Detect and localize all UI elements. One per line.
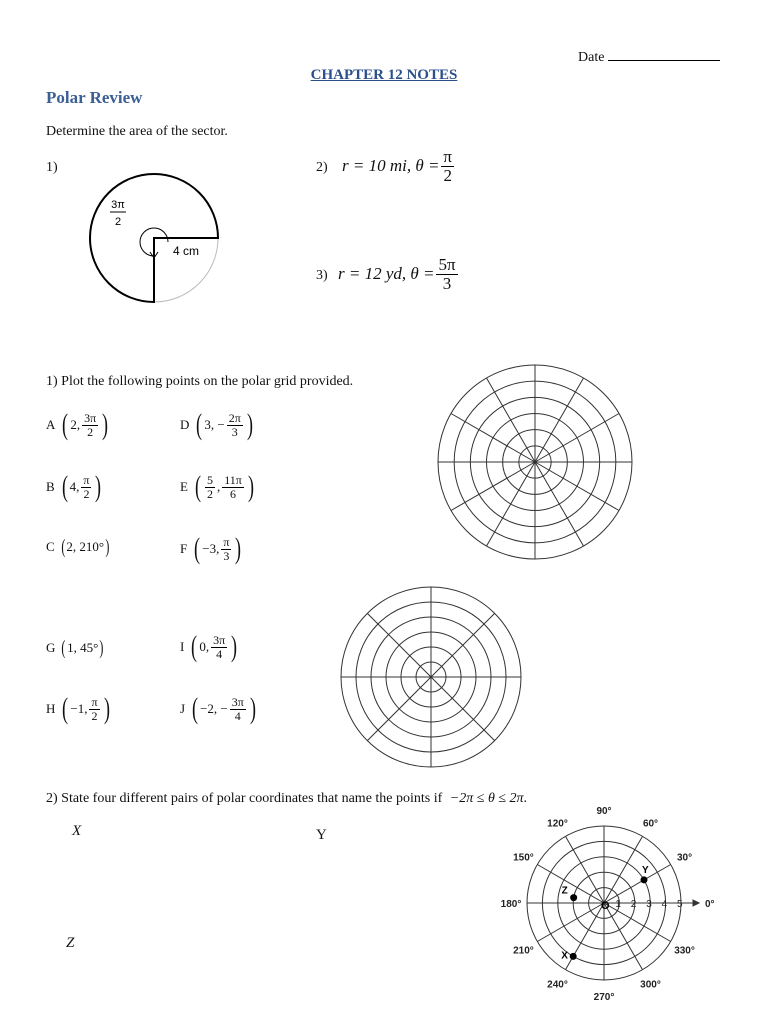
date-blank-line — [608, 48, 720, 61]
angle-label: 210° — [513, 945, 534, 957]
point-A-den: 2 — [87, 424, 94, 439]
point-C: C ( 2, 210° ) — [46, 536, 110, 558]
angle-label: 270° — [593, 992, 615, 1003]
point-label-z: Z — [561, 885, 568, 897]
point-D-num: 2π — [228, 410, 241, 425]
answer-label-z: Z — [66, 935, 75, 951]
grid-spoke — [451, 414, 535, 463]
radius-tick-label: 5 — [677, 899, 683, 910]
sector-outline — [90, 174, 218, 302]
radius-tick-label: 2 — [630, 899, 637, 910]
point-G-coords: 1, 45° — [67, 640, 99, 655]
grid-spoke — [451, 462, 535, 511]
point-A-num: 3π — [84, 410, 97, 425]
state-instruction: 2) State four different pairs of polar coordinates that name the points if −2π ≤ θ ≤ 2π. — [46, 791, 528, 806]
point-D-r: 3, − — [204, 417, 225, 432]
plot-instruction: 1) Plot the following points on the polar grid provided. — [46, 374, 354, 389]
plotted-point-x — [570, 953, 577, 960]
grid-spoke — [487, 462, 536, 546]
point-H-num: π — [91, 694, 98, 709]
point-H: H ( −1, $\frac{\pi}{2}$ ) — [46, 692, 110, 725]
grid-spoke — [535, 462, 619, 511]
problem-3-number: 3) — [316, 268, 328, 283]
point-D-den: 3 — [231, 424, 238, 439]
polar-grid-45deg — [339, 585, 523, 769]
point-A: A ( 2, $\frac{3\pi}{2}$ ) — [46, 408, 109, 441]
point-I: I ( 0, $\frac{3\pi}{4}$ ) — [180, 630, 238, 663]
point-D-label: D — [180, 417, 190, 432]
point-F-r: −3, — [202, 541, 220, 556]
radius-tick-label: 3 — [646, 899, 652, 910]
section-title: Polar Review — [46, 88, 143, 107]
problem-2-number: 2) — [316, 160, 328, 175]
point-A-r: 2, — [70, 417, 81, 432]
answer-label-x: X — [72, 823, 82, 839]
point-J-r: −2, − — [200, 701, 228, 716]
arrow-head-icon — [693, 900, 699, 906]
grid-spoke — [604, 836, 643, 903]
sector-instruction: Determine the area of the sector. — [46, 124, 228, 139]
point-D-theta — [227, 412, 243, 438]
sector-diagram — [84, 168, 234, 318]
point-C-coords: 2, 210° — [66, 539, 105, 554]
problem-2-expression — [342, 148, 456, 185]
grid-spoke — [535, 462, 584, 546]
point-B-num: π — [83, 472, 90, 487]
angle-label: 60° — [642, 818, 659, 830]
point-E-num: 11π — [224, 472, 242, 487]
angle-label: 180° — [500, 899, 522, 910]
point-J-label: J — [180, 701, 186, 716]
problem-3-theta-num: 5π — [438, 255, 456, 274]
point-E-theta — [222, 474, 244, 500]
point-F-theta — [221, 536, 231, 562]
point-H-den: 2 — [91, 708, 98, 723]
point-E: E ( $\frac{5}{2}$ , $\frac{11\pi}{6}$ ) — [180, 470, 254, 503]
point-G: G ( 1, 45° ) — [46, 637, 104, 659]
angle-numerator: 3π — [111, 199, 125, 211]
grid-spoke — [487, 378, 536, 462]
grid-spoke — [566, 836, 605, 903]
point-B: B ( 4, $\frac{\pi}{2}$ ) — [46, 470, 102, 503]
point-A-theta — [82, 412, 98, 438]
problem-1-number: 1) — [46, 160, 58, 175]
grid-spoke — [431, 677, 495, 741]
grid-spoke — [566, 903, 605, 970]
point-E-den: 6 — [230, 486, 237, 501]
point-D: D ( 3, − $\frac{2\pi}{3}$ ) — [180, 408, 253, 441]
point-F-label: F — [180, 541, 188, 556]
angle-label: 330° — [674, 945, 695, 957]
chapter-title: CHAPTER 12 NOTES — [310, 67, 458, 83]
grid-spoke — [431, 613, 495, 677]
point-C-label: C — [46, 539, 55, 554]
point-I-theta — [211, 634, 227, 660]
radius-label: 4 cm — [172, 244, 200, 258]
angle-label: 120° — [547, 818, 568, 830]
grid-spoke — [604, 903, 643, 970]
grid-spoke — [367, 613, 431, 677]
grid-spoke — [604, 865, 671, 904]
point-J: J ( −2, − $\frac{3\pi}{4}$ ) — [180, 692, 256, 725]
grid-spoke — [535, 414, 619, 463]
problem-3-theta — [436, 256, 457, 293]
point-E-r — [205, 474, 215, 500]
origin-label: O — [601, 900, 610, 912]
polar-grid-30deg — [436, 363, 634, 561]
point-B-den: 2 — [83, 486, 90, 501]
polar-grid-labeled — [494, 792, 734, 1006]
date-label: Date — [578, 50, 605, 65]
problem-2-theta-den: 2 — [443, 165, 452, 185]
problem-2-theta — [441, 148, 454, 185]
date-field — [578, 48, 720, 66]
point-G-label: G — [46, 640, 56, 655]
grid-spoke — [537, 903, 604, 942]
point-H-theta — [89, 696, 99, 722]
point-B-label: B — [46, 479, 55, 494]
point-I-den: 4 — [216, 646, 223, 661]
point-J-num: 3π — [231, 694, 244, 709]
point-label-y: Y — [642, 864, 649, 876]
plotted-point-y — [641, 876, 648, 883]
point-F: F ( −3, $\frac{\pi}{3}$ ) — [180, 532, 242, 565]
plotted-point-z — [570, 894, 577, 901]
angle-label: 90° — [596, 806, 612, 817]
point-B-r: 4, — [69, 479, 80, 494]
state-instruction-text: 2) State four different pairs of polar coordinates that name the points if — [46, 791, 443, 806]
problem-2-theta-num: π — [443, 147, 453, 166]
problem-3-given: r = 12 yd, θ = — [338, 264, 435, 284]
point-label-x: X — [561, 950, 568, 962]
angle-label: 150° — [513, 852, 534, 864]
point-H-r: −1, — [70, 701, 88, 716]
problem-2-given: r = 10 mi, θ = — [342, 156, 440, 176]
angle-label: 0° — [705, 899, 715, 910]
angle-label: 30° — [676, 852, 693, 864]
point-J-theta — [230, 696, 246, 722]
radius-tick-label: 4 — [661, 899, 668, 910]
angle-label: 240° — [547, 979, 568, 991]
grid-spoke — [535, 378, 584, 462]
point-I-label: I — [180, 639, 185, 654]
point-E-r-num: 5 — [206, 472, 213, 487]
point-F-num: π — [223, 534, 230, 549]
point-E-label: E — [180, 479, 188, 494]
point-F-den: 3 — [223, 548, 230, 563]
angle-denominator: 2 — [114, 216, 122, 228]
problem-3-expression — [338, 256, 460, 293]
point-A-label: A — [46, 417, 56, 432]
problem-3-theta-den: 3 — [442, 273, 452, 293]
point-I-r: 0, — [199, 639, 210, 654]
point-B-theta — [81, 474, 91, 500]
answer-label-y: Y — [316, 827, 327, 843]
point-J-den: 4 — [234, 708, 241, 723]
point-H-label: H — [46, 701, 56, 716]
grid-spoke — [367, 677, 431, 741]
radius-tick-label: 1 — [615, 899, 621, 910]
point-I-num: 3π — [213, 632, 226, 647]
point-E-r-den: 2 — [206, 486, 213, 501]
angle-label: 300° — [640, 979, 661, 991]
theta-range: −2π ≤ θ ≤ 2π — [449, 791, 524, 806]
